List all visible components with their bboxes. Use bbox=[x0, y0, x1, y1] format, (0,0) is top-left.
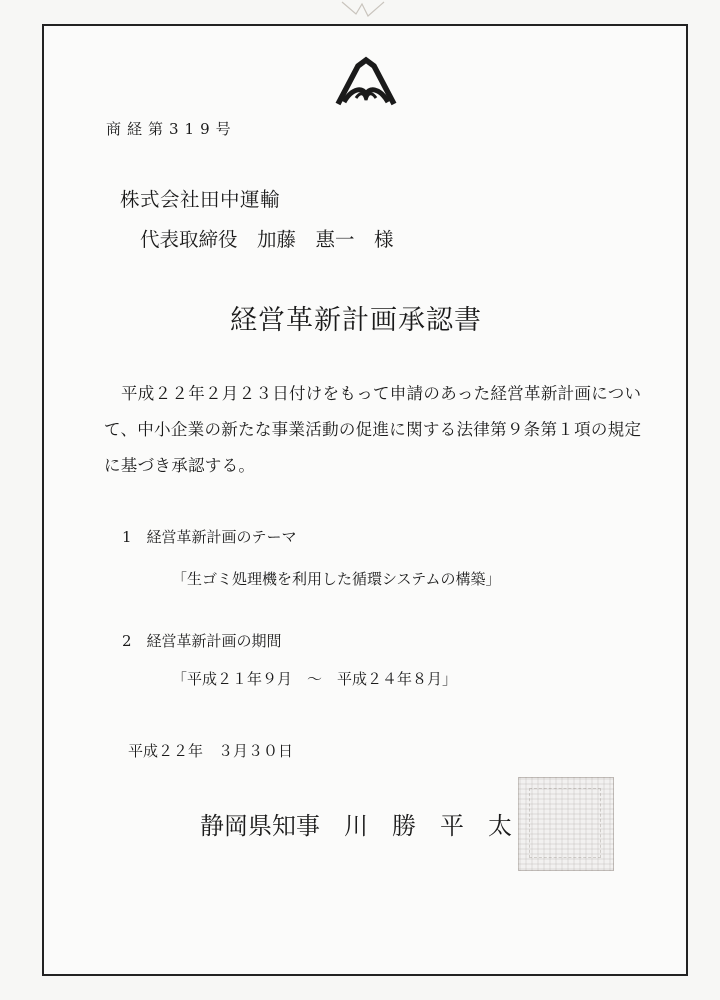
addressee-representative: 代表取締役 加藤 惠一 様 bbox=[140, 228, 394, 251]
body-text-line: 平成２２年２月２３日付けをもって申請のあった経営革新計画につい bbox=[121, 384, 642, 403]
item-theme-value: 「生ゴミ処理機を利用した循環システムの構築」 bbox=[172, 570, 501, 588]
official-seal-stamp bbox=[518, 777, 614, 871]
item-period-value: 「平成２１年９月 ～ 平成２４年８月」 bbox=[172, 670, 458, 688]
body-text-line: て、中小企業の新たな事業活動の促進に関する法律第９条第１項の規定 bbox=[104, 420, 642, 439]
signatory-name: 静岡県知事 川 勝 平 太 bbox=[200, 812, 512, 840]
addressee-company: 株式会社田中運輸 bbox=[120, 188, 281, 211]
document-number: 商経第319号 bbox=[106, 120, 237, 138]
prefecture-emblem-icon bbox=[330, 52, 402, 112]
item-period-heading: 2 経営革新計画の期間 bbox=[122, 632, 282, 650]
document-title: 経営革新計画承認書 bbox=[230, 305, 482, 336]
scan-artifact-mark bbox=[338, 0, 390, 22]
issue-date: 平成２２年 ３月３０日 bbox=[128, 742, 294, 760]
item-theme-heading: 1 経営革新計画のテーマ bbox=[122, 528, 297, 546]
seal-inner-border bbox=[529, 788, 601, 858]
body-text-line: に基づき承認する。 bbox=[104, 456, 256, 475]
